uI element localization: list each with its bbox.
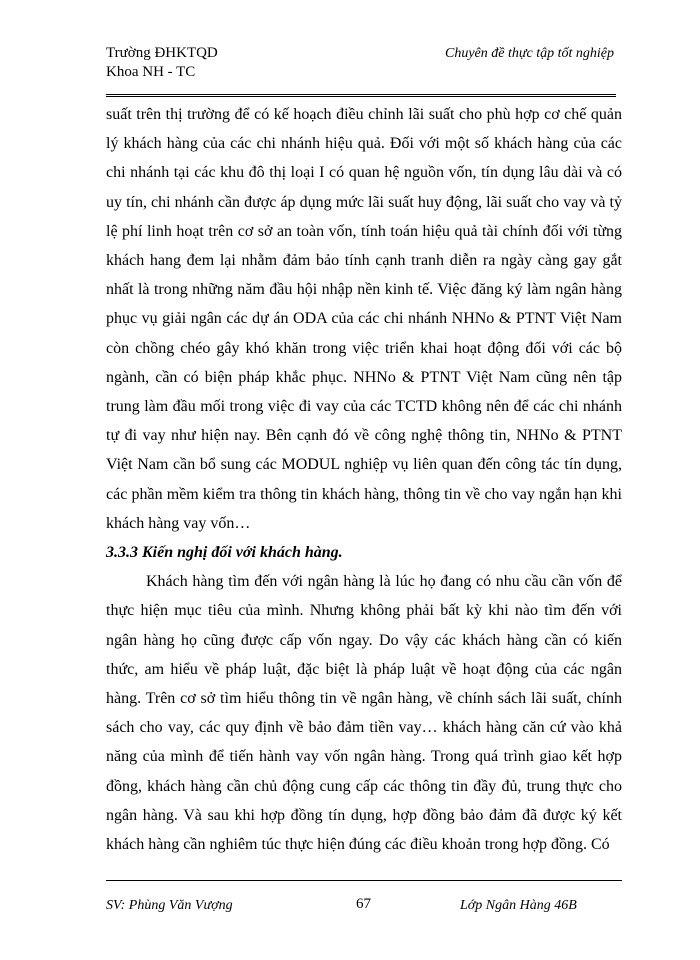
document-title: Chuyên đề thực tập tốt nghiệp: [445, 46, 614, 61]
page-header: [106, 44, 616, 97]
page-content: [106, 100, 622, 859]
faculty-name: Khoa NH - TC: [106, 64, 196, 80]
page-number: 67: [356, 896, 371, 912]
paragraph-2: Khách hàng tìm đến với ngân hàng là lúc họ đang có nhu cầu cần vốn để thực hiện mục tiêu của mình. Nhưng không phải bất kỳ khi nào tìm đến với ngân hàng họ cũng được cấp vốn ngay. Do vậy các khách hàng cần có kiến thức, am hiểu về pháp luật, đặc biệt là pháp luật về hoạt động của các ngân hàng. Trên cơ sở tìm hiểu thông tin về ngân hàng, về chính sách lãi suất, chính sách cho vay, các quy định về bảo đảm tiền vay… khách hàng căn cứ vào khả năng của mình để tiến hành vay vốn ngân hàng. Trong quá trình giao kết hợp đồng, khách hàng cần chủ động cung cấp các thông tin đầy đủ, trung thực cho ngân hàng. Và sau khi hợp đồng tín dụng, hợp đồng bảo đảm đã được ký kết khách hàng cần nghiêm túc thực hiện đúng các điều khoản trong hợp đồng. Có: [106, 573, 622, 854]
school-name: Trường ĐHKTQD: [106, 45, 218, 61]
paragraph-1: suất trên thị trường để có kế hoạch điều chỉnh lãi suất cho phù hợp cơ chế quản lý khách hàng của các chi nhánh hiệu quả. Đối với một số khách hàng của các chi nhánh tại các khu đô thị loại I có quan hệ nguồn vốn, tín dụng lâu dài và có uy tín, chi nhánh cần được áp dụng mức lãi suất huy động, lãi suất cho vay và tỷ lệ phí linh hoạt trên cơ sở an toàn vốn, tính toán hiệu quả tài chính đối với từng khách hang đem lại nhằm đảm bảo tính cạnh tranh diễn ra ngày càng gay gắt nhất là trong những năm đầu hội nhập nền kinh tế. Việc đăng ký làm ngân hàng phục vụ giải ngân các dự án ODA của các chi nhánh NHNo & PTNT Việt Nam còn chồng chéo gây khó khăn trong việc triển khai hoạt động đối với các bộ ngành, cần có biện pháp khắc phục. NHNo & PTNT Việt Nam cũng nên tập trung làm đầu mối trong việc đi vay của các TCTD không nên để các chi nhánh tự đi vay như hiện nay. Bên cạnh đó về công nghệ thông tin, NHNo & PTNT Việt Nam cần bổ sung các MODUL nghiệp vụ liên quan đến công tác tín dụng, các phần mềm kiểm tra thông tin khách hàng, thông tin về cho vay ngắn hạn khi khách hàng vay vốn…: [106, 106, 622, 532]
section-heading: 3.3.3 Kiến nghị đối với khách hàng.: [106, 544, 343, 562]
header-left: [106, 44, 218, 82]
footer-student: SV: Phùng Văn Vượng: [106, 898, 233, 913]
footer-divider: [106, 880, 622, 881]
footer-class: Lớp Ngân Hàng 46B: [460, 898, 577, 913]
